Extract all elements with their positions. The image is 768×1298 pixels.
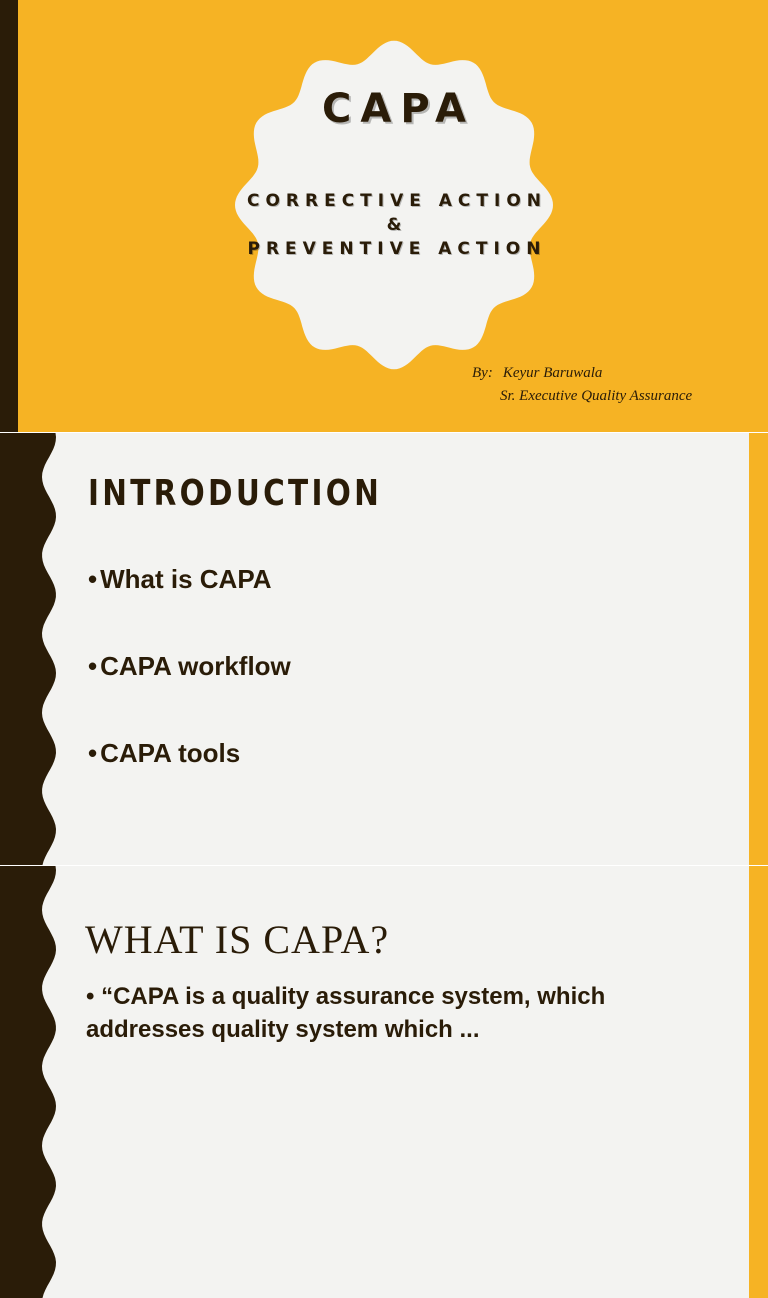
slide-heading: INTRODUCTION: [88, 473, 383, 514]
left-accent-bar: [0, 0, 18, 432]
author-role: Sr. Executive Quality Assurance: [500, 388, 693, 404]
wavy-left-border: [0, 433, 60, 865]
bullet-dot: •: [86, 983, 95, 1010]
bullet-text: CAPA workflow: [100, 651, 291, 681]
bullet-dot: •: [88, 651, 98, 681]
by-label: By:: [472, 365, 493, 381]
bullet-dot: •: [88, 564, 98, 594]
byline: [472, 365, 602, 382]
bullet-item: [88, 564, 272, 595]
slide-title: CAPA: [322, 86, 475, 132]
bullet-text: CAPA tools: [100, 738, 241, 768]
what-is-capa-slide[interactable]: [0, 866, 768, 1043]
slide-heading: WHAT IS CAPA?: [85, 917, 390, 962]
right-accent-bar: [749, 433, 768, 865]
bullet-text: What is CAPA: [100, 564, 272, 594]
right-accent-bar: [749, 866, 768, 1298]
subtitle-corrective: CORRECTIVE ACTION: [246, 191, 548, 211]
subtitle-ampersand: &: [386, 215, 402, 235]
body-text-line: addresses quality system which ...: [86, 1016, 480, 1043]
title-slide[interactable]: [0, 0, 768, 432]
bullet-item: [88, 651, 291, 682]
body-text-line: [86, 983, 605, 1011]
bullet-dot: •: [88, 738, 98, 768]
author-name: Keyur Baruwala: [502, 365, 603, 381]
wavy-left-border: [0, 866, 60, 1298]
introduction-slide[interactable]: [0, 433, 768, 865]
subtitle-preventive: PREVENTIVE ACTION: [247, 239, 547, 259]
body-text: “CAPA is a quality assurance system, which: [101, 983, 606, 1010]
bullet-item: [88, 738, 240, 769]
